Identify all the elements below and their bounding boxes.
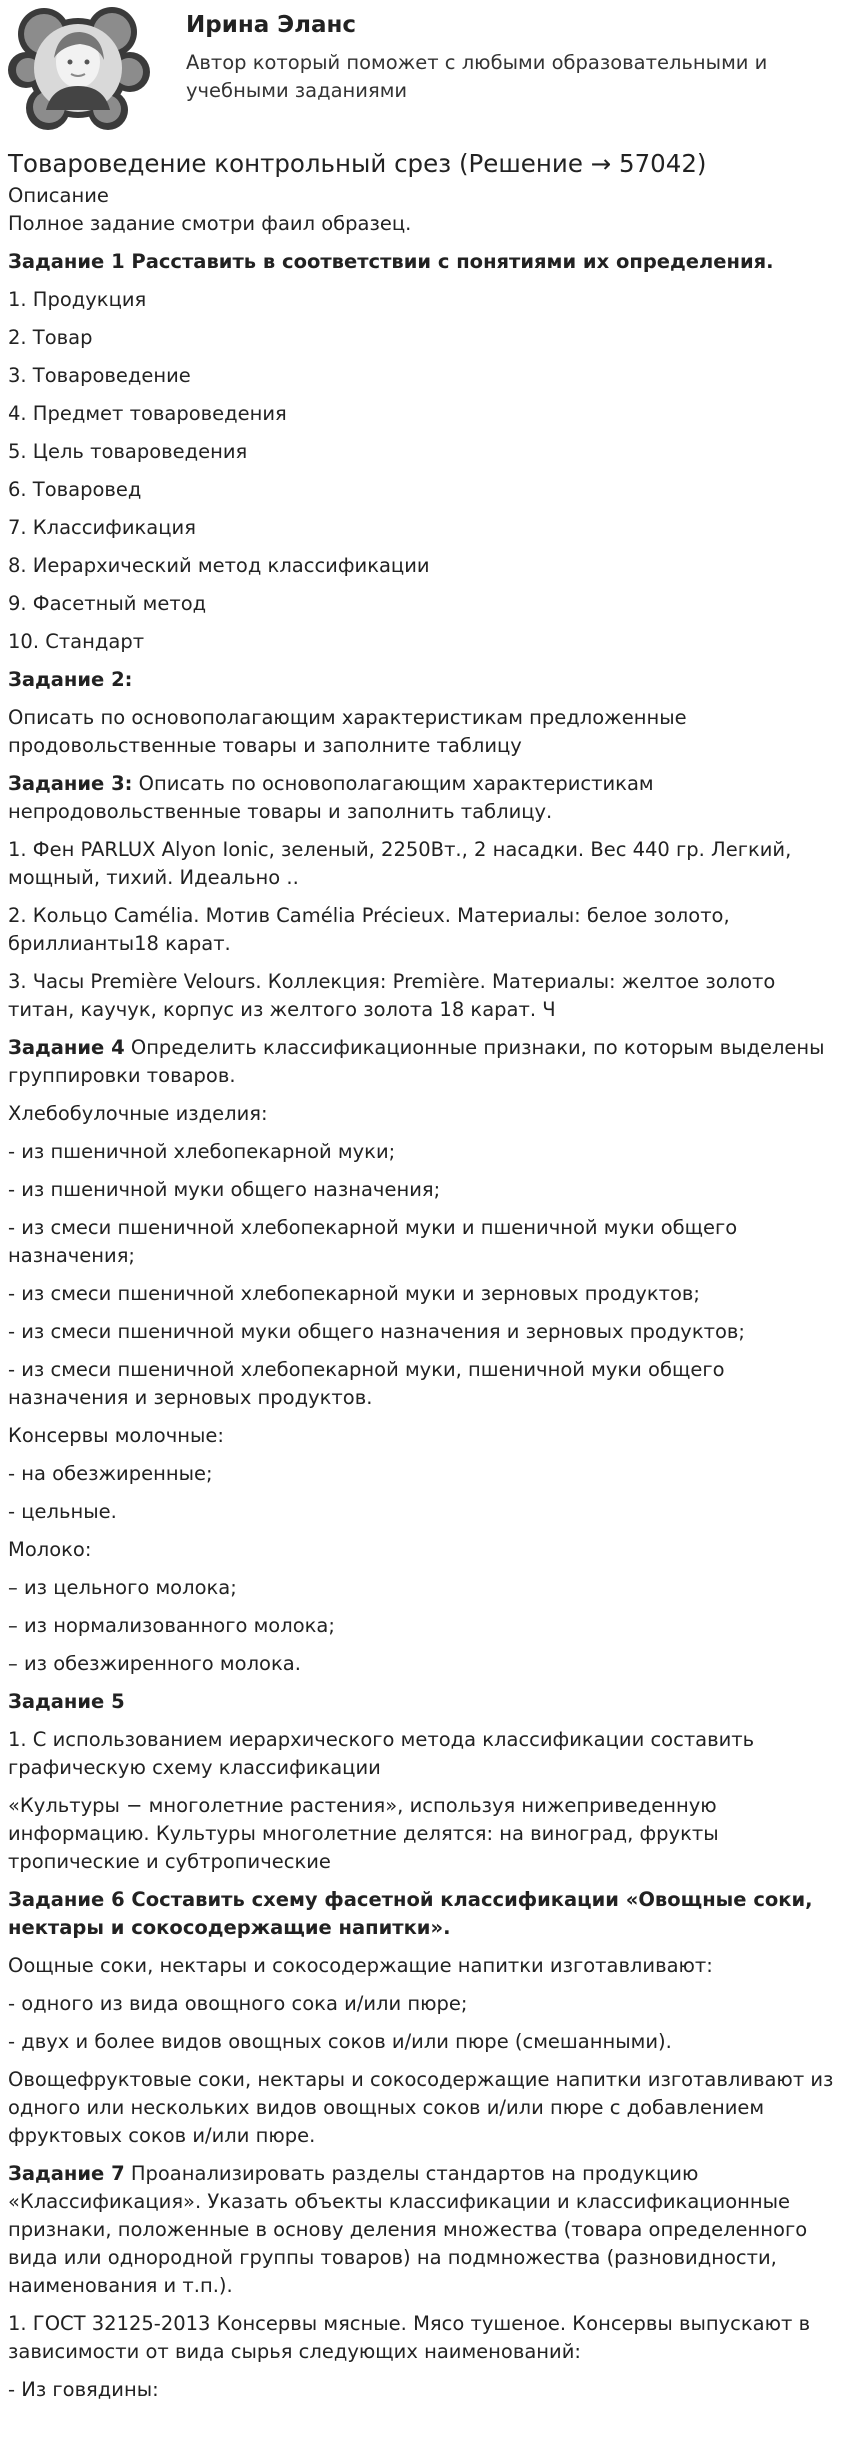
task-paragraph-text: 5. Цель товароведения — [8, 440, 248, 463]
task-paragraph-text: Оощные соки, нектары и сокосодержащие напитки изготавливают: — [8, 1954, 713, 1977]
task-paragraph-text: - из пшеничной хлебопекарной муки; — [8, 1140, 396, 1163]
task-paragraph — [8, 400, 838, 428]
task-paragraph — [8, 968, 838, 1024]
task-paragraph-text: - цельные. — [8, 1500, 117, 1523]
author-description: Автор который поможет с любыми образовательными и учебными заданиями — [186, 51, 768, 102]
task-paragraph — [8, 1886, 838, 1942]
task-paragraph-bold: Задание 7 — [8, 2162, 125, 2185]
task-paragraph-text: 9. Фасетный метод — [8, 592, 207, 615]
task-paragraph — [8, 286, 838, 314]
task-paragraph — [8, 1990, 838, 2018]
task-paragraph — [8, 1650, 838, 1678]
task-paragraph-text: 1. ГОСТ 32125-2013 Консервы мясные. Мясо тушеное. Консервы выпускают в зависимости от вида сырья следующих наименований: — [8, 2312, 811, 2363]
task-paragraph — [8, 1612, 838, 1640]
task-paragraph — [8, 1034, 838, 1090]
task-paragraph-text: 6. Товаровед — [8, 478, 142, 501]
task-paragraph-bold: Задание 3: — [8, 772, 133, 795]
task-paragraph-bold: Задание 2: — [8, 668, 133, 691]
task-paragraph — [8, 2160, 838, 2300]
task-paragraph — [8, 1176, 838, 1204]
task-paragraph-text: Овощефруктовые соки, нектары и сокосодержащие напитки изготавливают из одного или нескольких видов овощных соков и/или пюре с добавлением фруктовых соков и/или пюре. — [8, 2068, 834, 2147]
task-paragraph — [8, 1214, 838, 1270]
task-paragraph — [8, 1356, 838, 1412]
task-paragraph-text: Молоко: — [8, 1538, 92, 1561]
task-paragraph-text: 3. Часы Première Velours. Коллекция: Première. Материалы: желтое золото титан, каучук, корпус из желтого золота 18 карат. Ч — [8, 970, 776, 1021]
task-paragraph — [8, 1280, 838, 1308]
task-paragraph — [8, 1536, 838, 1564]
task-paragraph — [8, 666, 838, 694]
task-paragraph — [8, 1422, 838, 1450]
task-paragraph-text: Проанализировать разделы стандартов на продукцию «Классификация». Указать объекты классификации и классификационные признаки, положенные в основу деления множества (товара определенного вида или однородной группы товаров) на подмножества (разновидности, наименования и т.п.). — [8, 2162, 808, 2297]
task-paragraph-text: – из обезжиренного молока. — [8, 1652, 301, 1675]
task-paragraph-text: – из цельного молока; — [8, 1576, 237, 1599]
task-paragraph-text: 2. Товар — [8, 326, 93, 349]
task-paragraph-text: 1. С использованием иерархического метода классификации составить графическую схему классификации — [8, 1728, 755, 1779]
task-paragraph-bold: Задание 4 — [8, 1036, 125, 1059]
task-paragraph-text: - Из говядины: — [8, 2378, 159, 2401]
task-paragraph — [8, 628, 838, 656]
author-avatar[interactable] — [8, 6, 151, 130]
task-paragraph-text: - из смеси пшеничной хлебопекарной муки, пшеничной муки общего назначения и зерновых продуктов. — [8, 1358, 725, 1409]
task-paragraph — [8, 1138, 838, 1166]
author-photo-icon — [8, 6, 151, 130]
task-paragraph — [8, 362, 838, 390]
task-paragraph — [8, 2310, 838, 2366]
author-name[interactable]: Ирина Эланс — [186, 12, 357, 38]
description-label: Описание — [8, 184, 109, 207]
task-paragraph-text: 4. Предмет товароведения — [8, 402, 287, 425]
description-text: Полное задание смотри фаил образец. — [8, 212, 412, 235]
task-paragraph-text: - из пшеничной муки общего назначения; — [8, 1178, 441, 1201]
task-paragraph-text: - из смеси пшеничной хлебопекарной муки и зерновых продуктов; — [8, 1282, 700, 1305]
task-paragraph-text: 10. Стандарт — [8, 630, 145, 653]
task-paragraph-text: - на обезжиренные; — [8, 1462, 213, 1485]
task-paragraph — [8, 590, 838, 618]
work-title: Товароведение контрольный срез (Решение → 57042) — [8, 149, 707, 178]
task-paragraph — [8, 438, 838, 466]
task-paragraph-text: Консервы молочные: — [8, 1424, 224, 1447]
task-paragraph — [8, 1792, 838, 1876]
task-list — [8, 248, 838, 2404]
task-paragraph — [8, 248, 838, 276]
task-paragraph — [8, 2066, 838, 2150]
task-paragraph — [8, 552, 838, 580]
task-paragraph-text: 2. Кольцо Camélia. Мотив Camélia Précieux. Материалы: белое золото, бриллианты18 карат. — [8, 904, 730, 955]
task-paragraph-text: 1. Фен PARLUX Alyon Ionic, зеленый, 2250Вт., 2 насадки. Вес 440 гр. Легкий, мощный, тихий. Идеально .. — [8, 838, 792, 889]
task-paragraph-text: 1. Продукция — [8, 288, 147, 311]
task-paragraph — [8, 2376, 838, 2404]
task-paragraph-bold: Задание 1 Расставить в соответствии с понятиями их определения. — [8, 250, 774, 273]
task-paragraph — [8, 1498, 838, 1526]
task-paragraph-text: - двух и более видов овощных соков и/или пюре (смешанными). — [8, 2030, 672, 2053]
task-paragraph-text: - из смеси пшеничной муки общего назначения и зерновых продуктов; — [8, 1320, 745, 1343]
task-paragraph-text: 3. Товароведение — [8, 364, 191, 387]
task-paragraph-text: 8. Иерархический метод классификации — [8, 554, 430, 577]
task-paragraph-text: «Культуры − многолетние растения», используя нижеприведенную информацию. Культуры многолетние делятся: на виноград, фрукты тропические и субтропические — [8, 1794, 719, 1873]
task-paragraph — [8, 514, 838, 542]
task-paragraph — [8, 1574, 838, 1602]
task-paragraph-text: – из нормализованного молока; — [8, 1614, 335, 1637]
task-paragraph — [8, 324, 838, 352]
task-paragraph-bold: Задание 5 — [8, 1690, 125, 1713]
task-paragraph — [8, 1726, 838, 1782]
task-paragraph-text: - одного из вида овощного сока и/или пюре; — [8, 1992, 468, 2015]
work-content — [8, 148, 838, 2414]
task-paragraph — [8, 1318, 838, 1346]
task-paragraph-bold: Задание 6 Составить схему фасетной классификации «Овощные соки, нектары и сокосодержащие напитки». — [8, 1888, 813, 1939]
task-paragraph-text: Определить классификационные признаки, по которым выделены группировки товаров. — [8, 1036, 825, 1087]
task-paragraph-text: Описать по основополагающим характеристикам непродовольственные товары и заполнить таблицу. — [8, 772, 654, 823]
task-paragraph — [8, 1460, 838, 1488]
task-paragraph — [8, 704, 838, 760]
task-paragraph — [8, 902, 838, 958]
task-paragraph — [8, 770, 838, 826]
task-paragraph-text: Описать по основополагающим характеристикам предложенные продовольственные товары и заполните таблицу — [8, 706, 687, 757]
task-paragraph — [8, 836, 838, 892]
author-card[interactable] — [0, 0, 847, 140]
task-paragraph — [8, 476, 838, 504]
task-paragraph — [8, 1952, 838, 1980]
task-paragraph-text: 7. Классификация — [8, 516, 196, 539]
task-paragraph — [8, 1100, 838, 1128]
task-paragraph-text: Хлебобулочные изделия: — [8, 1102, 268, 1125]
task-paragraph — [8, 2028, 838, 2056]
task-paragraph-text: - из смеси пшеничной хлебопекарной муки и пшеничной муки общего назначения; — [8, 1216, 738, 1267]
task-paragraph — [8, 1688, 838, 1716]
